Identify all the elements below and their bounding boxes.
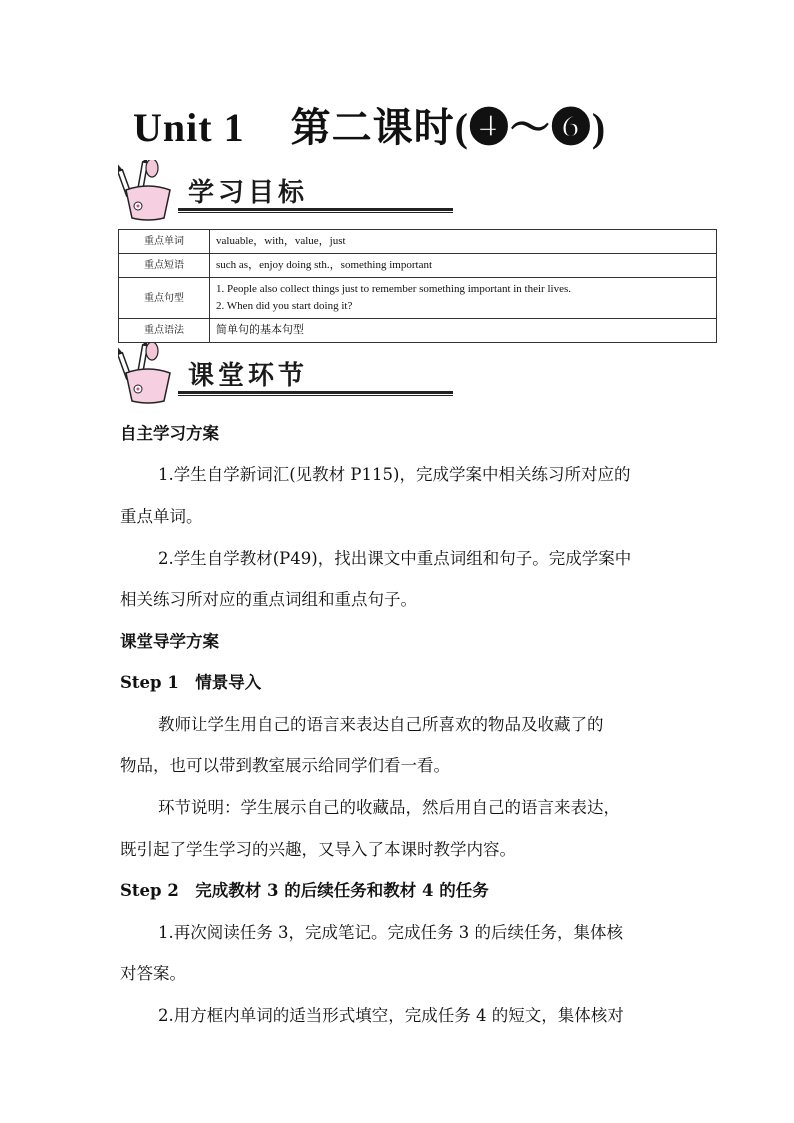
unit-label: Unit 1 xyxy=(133,105,245,150)
table-row xyxy=(119,254,717,278)
section-label: 学习目标 xyxy=(188,178,309,208)
table-row xyxy=(119,319,717,343)
paragraph-line: 重点单词。 xyxy=(120,507,203,526)
table-row xyxy=(119,278,717,319)
section-underline-thin xyxy=(178,212,453,213)
heading-class-guide: 课堂导学方案 xyxy=(120,632,219,651)
pen-holder-icon xyxy=(118,343,182,405)
paragraph-line: 1.学生自学新词汇(见教材 P115)，完成学案中相关练习所对应的 xyxy=(158,465,631,484)
heading-step-2: Step 2 完成教材 3 的后续任务和教材 4 的任务 xyxy=(120,881,489,900)
section-underline xyxy=(178,208,453,211)
pen-holder-icon xyxy=(118,160,182,222)
paragraph-line: 2.学生自学教材(P49)，找出课文中重点词组和句子。完成学案中 xyxy=(158,549,632,568)
table-value xyxy=(210,278,717,319)
paragraph-line: 物品，也可以带到教室展示给同学们看一看。 xyxy=(120,756,450,775)
paragraph-line: 教师让学生用自己的语言来表达自己所喜欢的物品及收藏了的 xyxy=(158,715,604,734)
paragraph-line: 相关练习所对应的重点词组和重点句子。 xyxy=(120,590,417,609)
heading-step-1: Step 1 情景导入 xyxy=(120,673,262,692)
paragraph-line: 既引起了学生学习的兴趣，又导入了本课时教学内容。 xyxy=(120,840,516,859)
table-value: valuable，with，value，just xyxy=(210,230,717,254)
paragraph-line: 对答案。 xyxy=(120,964,186,983)
table-key: 重点语法 xyxy=(119,319,210,343)
heading-self-study: 自主学习方案 xyxy=(120,424,219,443)
page-title xyxy=(133,98,606,158)
paragraph-line: 1.再次阅读任务 3，完成笔记。完成任务 3 的后续任务，集体核 xyxy=(158,923,623,942)
section-header-goals xyxy=(118,160,348,222)
paragraph-line: 2.用方框内单词的适当形式填空，完成任务 4 的短文，集体核对 xyxy=(158,1006,624,1025)
table-key: 重点单词 xyxy=(119,230,210,254)
table-key: 重点句型 xyxy=(119,278,210,319)
section-underline xyxy=(178,391,453,394)
table-value: such as，enjoy doing sth.，something important xyxy=(210,254,717,278)
table-key: 重点短语 xyxy=(119,254,210,278)
paragraph-line: 环节说明：学生展示自己的收藏品，然后用自己的语言来表达， xyxy=(158,798,620,817)
section-underline-thin xyxy=(178,395,453,396)
table-row xyxy=(119,230,717,254)
section-header-class xyxy=(118,343,348,405)
goals-table xyxy=(118,229,717,343)
sentence-line: 1. People also collect things just to remember something important in their lives. xyxy=(216,283,571,295)
table-value: 简单句的基本句型 xyxy=(210,319,717,343)
lesson-label: 第二课时(❹～❻) xyxy=(290,105,607,150)
section-label: 课堂环节 xyxy=(188,361,309,391)
sentence-line: 2. When did you start doing it? xyxy=(216,300,353,312)
